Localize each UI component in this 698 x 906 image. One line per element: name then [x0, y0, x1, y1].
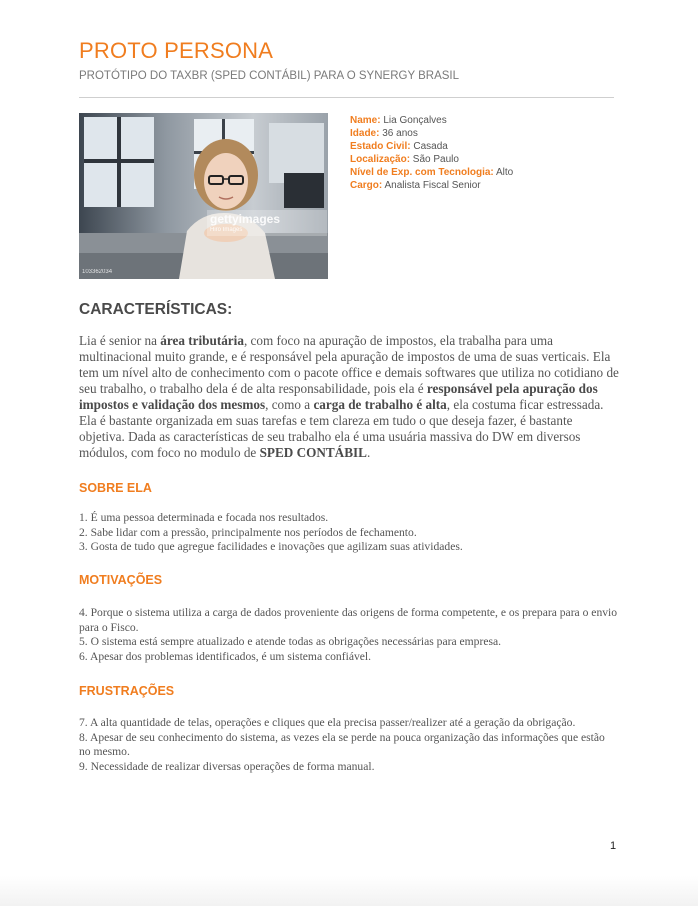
list-item: 2. Sabe lidar com a pressão, principalmente nos períodos de fechamento. — [79, 525, 417, 539]
list-item: 7. A alta quantidade de telas, operações e cliques que ela precisa passer/realizer até a geração da obrigação. — [79, 716, 576, 729]
profile-value: Casada — [410, 141, 448, 152]
list-item: 8. Apesar de seu conhecimento do sistema, as vezes ela se perde na pouca organização das informações que estão no mesmo. — [79, 730, 605, 759]
section-list-motivations — [79, 606, 619, 664]
bold-run: responsável pela apuração dos impostos e validação dos mesmos — [79, 381, 598, 412]
list-item: 4. Porque o sistema utiliza a carga de dados proveniente das origens de forma competente, e os prepara para o envio para o Fisco. — [79, 606, 618, 634]
section-title-frustrations: FRUSTRAÇÕES — [79, 684, 175, 698]
photo-watermark: gettyimages — [210, 212, 281, 226]
profile-label: Estado Civil: — [350, 141, 411, 152]
list-item: 5. O sistema está sempre atualizado e atende todas as obrigações necessárias para empresa. — [79, 635, 502, 649]
bold-run: carga de trabalho é alta — [313, 397, 447, 412]
persona-photo-image — [79, 113, 328, 279]
profile-value: Alto — [493, 167, 514, 178]
profile-value: Lia Gonçalves — [380, 115, 447, 126]
page-title: PROTO PERSONA — [79, 38, 274, 63]
characteristics-paragraph — [79, 333, 619, 461]
section-list-frustrations — [79, 716, 619, 774]
profile-label: Name: — [350, 115, 381, 126]
profile-label: Cargo: — [350, 180, 383, 191]
profile-row-tech-level — [350, 166, 513, 179]
profile-row-name — [350, 114, 513, 127]
text-run: . — [366, 445, 371, 460]
text-run: , ela costuma ficar estressada. Ela é bastante organizada em suas tarefas e tem clareza em tudo o que deseja fazer, é bastante objetiva. Dada as características de seu trabalho ela é uma usuária massiva do DW em diversos módulos, com foco no modulo de — [79, 397, 604, 460]
bold-run: área tributária — [160, 333, 244, 348]
profile-row-age — [350, 127, 513, 140]
profile-row-location — [350, 153, 513, 166]
list-item: 9. Necessidade de realizar diversas operações de forma manual. — [79, 759, 375, 773]
profile-value: São Paulo — [410, 154, 459, 165]
bold-run: SPED CONTÁBIL — [259, 445, 367, 460]
profile-row-role — [350, 179, 513, 192]
text-run: , com foco na apuração de impostos, ela trabalha para uma multinacional muito grande, e é responsável pela apuração de impostos de uma de suas verticais. Ela tem um nível alto de conhecimento com o pacote office e demais softwares que utiliza no cotidiano de seu trabalho, o trabalho dela é de alta responsabilidade, pois ela é — [79, 333, 619, 396]
list-item: 6. Apesar dos problemas identificados, é um sistema confiável. — [79, 649, 372, 663]
section-list-about — [79, 511, 619, 555]
text-run: , como a — [265, 397, 314, 412]
profile-value: Analista Fiscal Senior — [382, 180, 481, 191]
page-bottom-edge — [0, 876, 698, 906]
profile-label: Idade: — [350, 128, 380, 139]
profile-value: 36 anos — [379, 128, 418, 139]
list-item: 1. É uma pessoa determinada e focada nos resultados. — [79, 511, 329, 524]
header-divider — [79, 97, 614, 98]
page-subtitle: PROTÓTIPO DO TAXBR (SPED CONTÁBIL) PARA O SYNERGY BRASIL — [79, 70, 460, 82]
photo-watermark-sub: Hiro Images — [210, 227, 243, 233]
profile-row-marital-status — [350, 140, 513, 153]
profile-label: Localização: — [350, 154, 411, 165]
section-title-motivations: MOTIVAÇÕES — [79, 573, 163, 587]
text-run: Lia é senior na — [79, 333, 161, 348]
characteristics-heading: CARACTERÍSTICAS: — [79, 301, 233, 318]
persona-profile — [350, 114, 513, 192]
section-title-about: SOBRE ELA — [79, 481, 152, 495]
profile-label: Nível de Exp. com Tecnologia: — [350, 167, 494, 178]
list-item: 3. Gosta de tudo que agregue facilidades e inovações que agilizam suas atividades. — [79, 540, 463, 554]
page-number: 1 — [610, 840, 617, 852]
persona-photo — [79, 113, 328, 279]
photo-id: 103362034 — [82, 269, 113, 275]
